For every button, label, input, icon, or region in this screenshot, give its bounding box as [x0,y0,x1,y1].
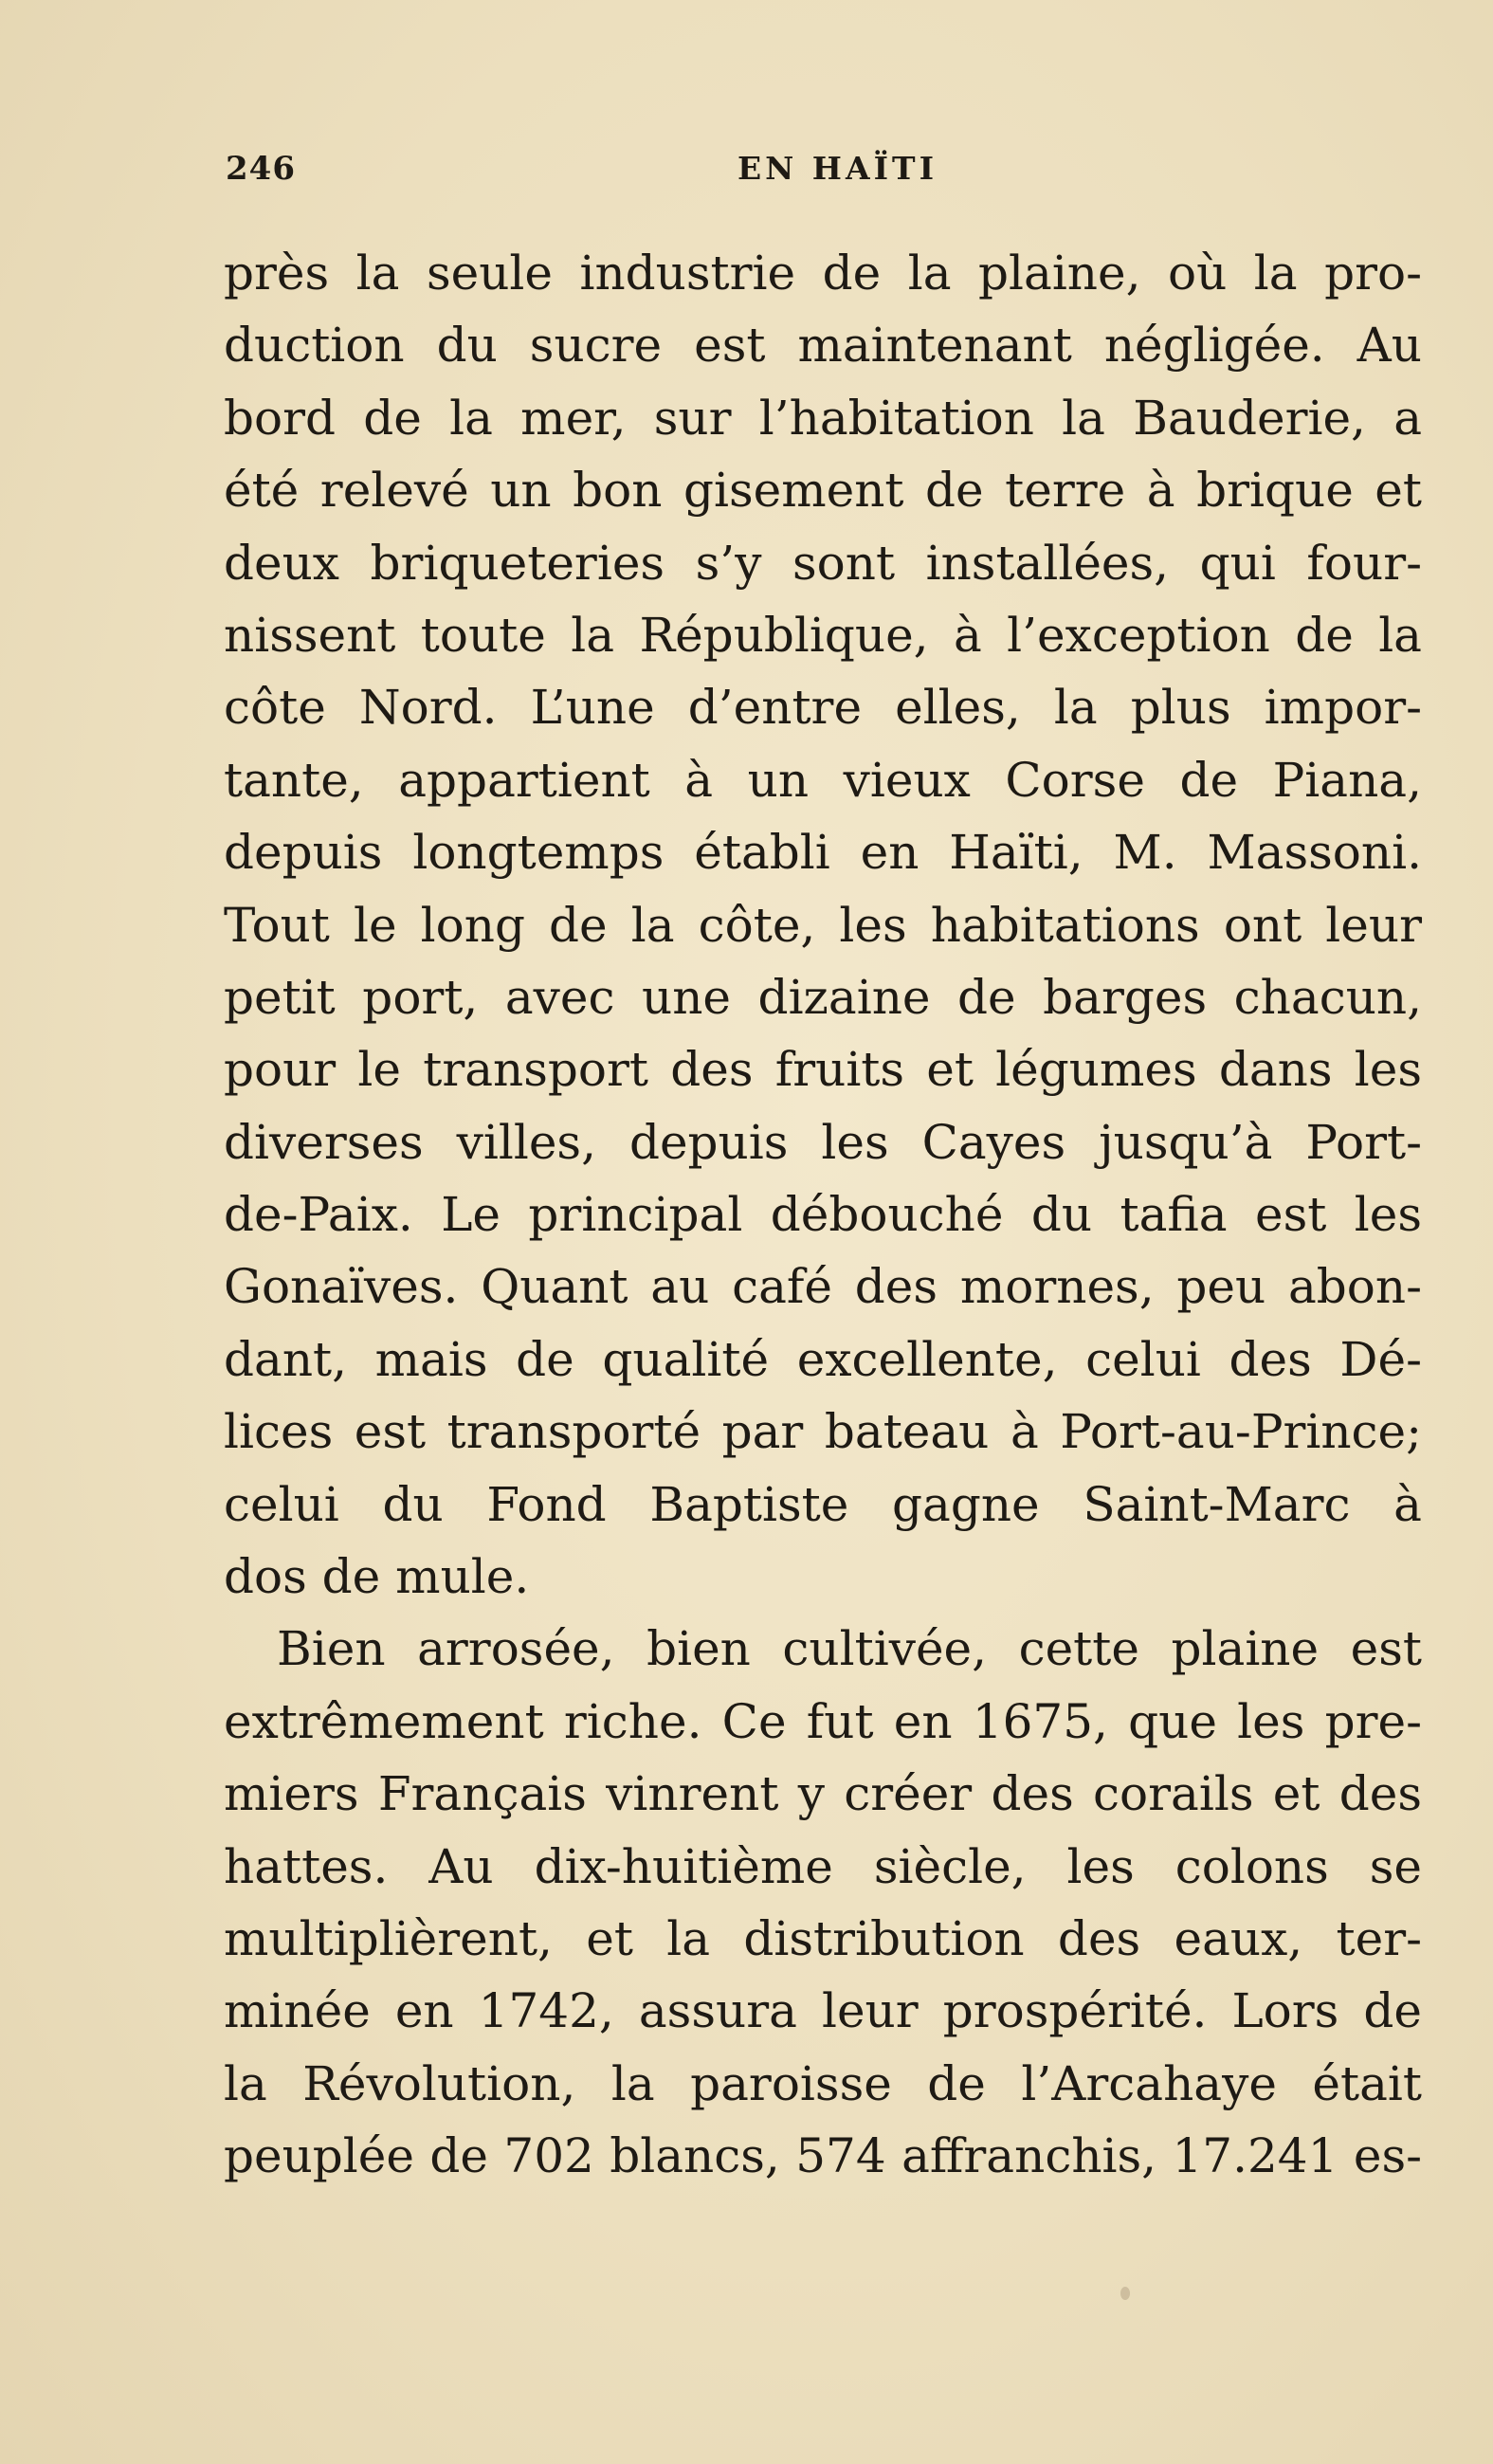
page-header [226,150,1268,197]
text-line: nissent toute la République, à l’exception de la [224,607,1422,663]
text-line: peuplée de 702 blancs, 574 affranchis, 17.241 es- [224,2128,1422,2184]
text-line: hattes. Au dix-huitième siècle, les colons se [224,1838,1422,1894]
body-text [224,237,1422,2193]
page-number: 246 [226,150,296,188]
text-line: minée en 1742, assura leur prospérité. Lors de [224,1983,1422,2039]
text-line: depuis longtemps établi en Haïti, M. Massoni. [224,825,1422,881]
text-line: extrêmement riche. Ce fut en 1675, que les pre- [224,1693,1422,1749]
text-line: de-Paix. Le principal débouché du tafia est les [224,1187,1422,1243]
text-line: près la seule industrie de la plaine, où la pro- [224,246,1422,301]
text-line: multiplièrent, et la distribution des eaux, ter- [224,1910,1422,1966]
text-line: pour le transport des fruits et légumes dans les [224,1042,1422,1098]
text-line: tante, appartient à un vieux Corse de Piana, [224,752,1422,808]
text-line: Bien arrosée, bien cultivée, cette plaine est [277,1621,1422,1677]
text-line: Tout le long de la côte, les habitations ont leur [224,897,1422,953]
text-line: la Révolution, la paroisse de l’Arcahaye était [224,2055,1422,2111]
text-line: diverses villes, depuis les Cayes jusqu’à Port- [224,1114,1422,1170]
text-line: dant, mais de qualité excellente, celui des Dé- [224,1331,1422,1387]
text-line: côte Nord. L’une d’entre elles, la plus impor- [224,680,1422,736]
text-line: miers Français vinrent y créer des corails et des [224,1766,1422,1822]
text-line: deux briqueteries s’y sont installées, qui four- [224,535,1422,591]
ink-spot [1120,2287,1130,2300]
text-line: dos de mule. [224,1549,530,1605]
running-title: EN HAÏTI [737,150,938,187]
text-line: été relevé un bon gisement de terre à brique et [224,463,1422,519]
text-line: celui du Fond Baptiste gagne Saint-Marc à [224,1476,1422,1532]
text-line: petit port, avec une dizaine de barges chacun, [224,969,1422,1025]
text-line: lices est transporté par bateau à Port-au-Prince; [224,1404,1422,1460]
text-line: Gonaïves. Quant au café des mornes, peu abon- [224,1259,1422,1315]
text-line: duction du sucre est maintenant négligée. Au [224,318,1422,374]
text-line: bord de la mer, sur l’habitation la Bauderie, a [224,390,1422,446]
